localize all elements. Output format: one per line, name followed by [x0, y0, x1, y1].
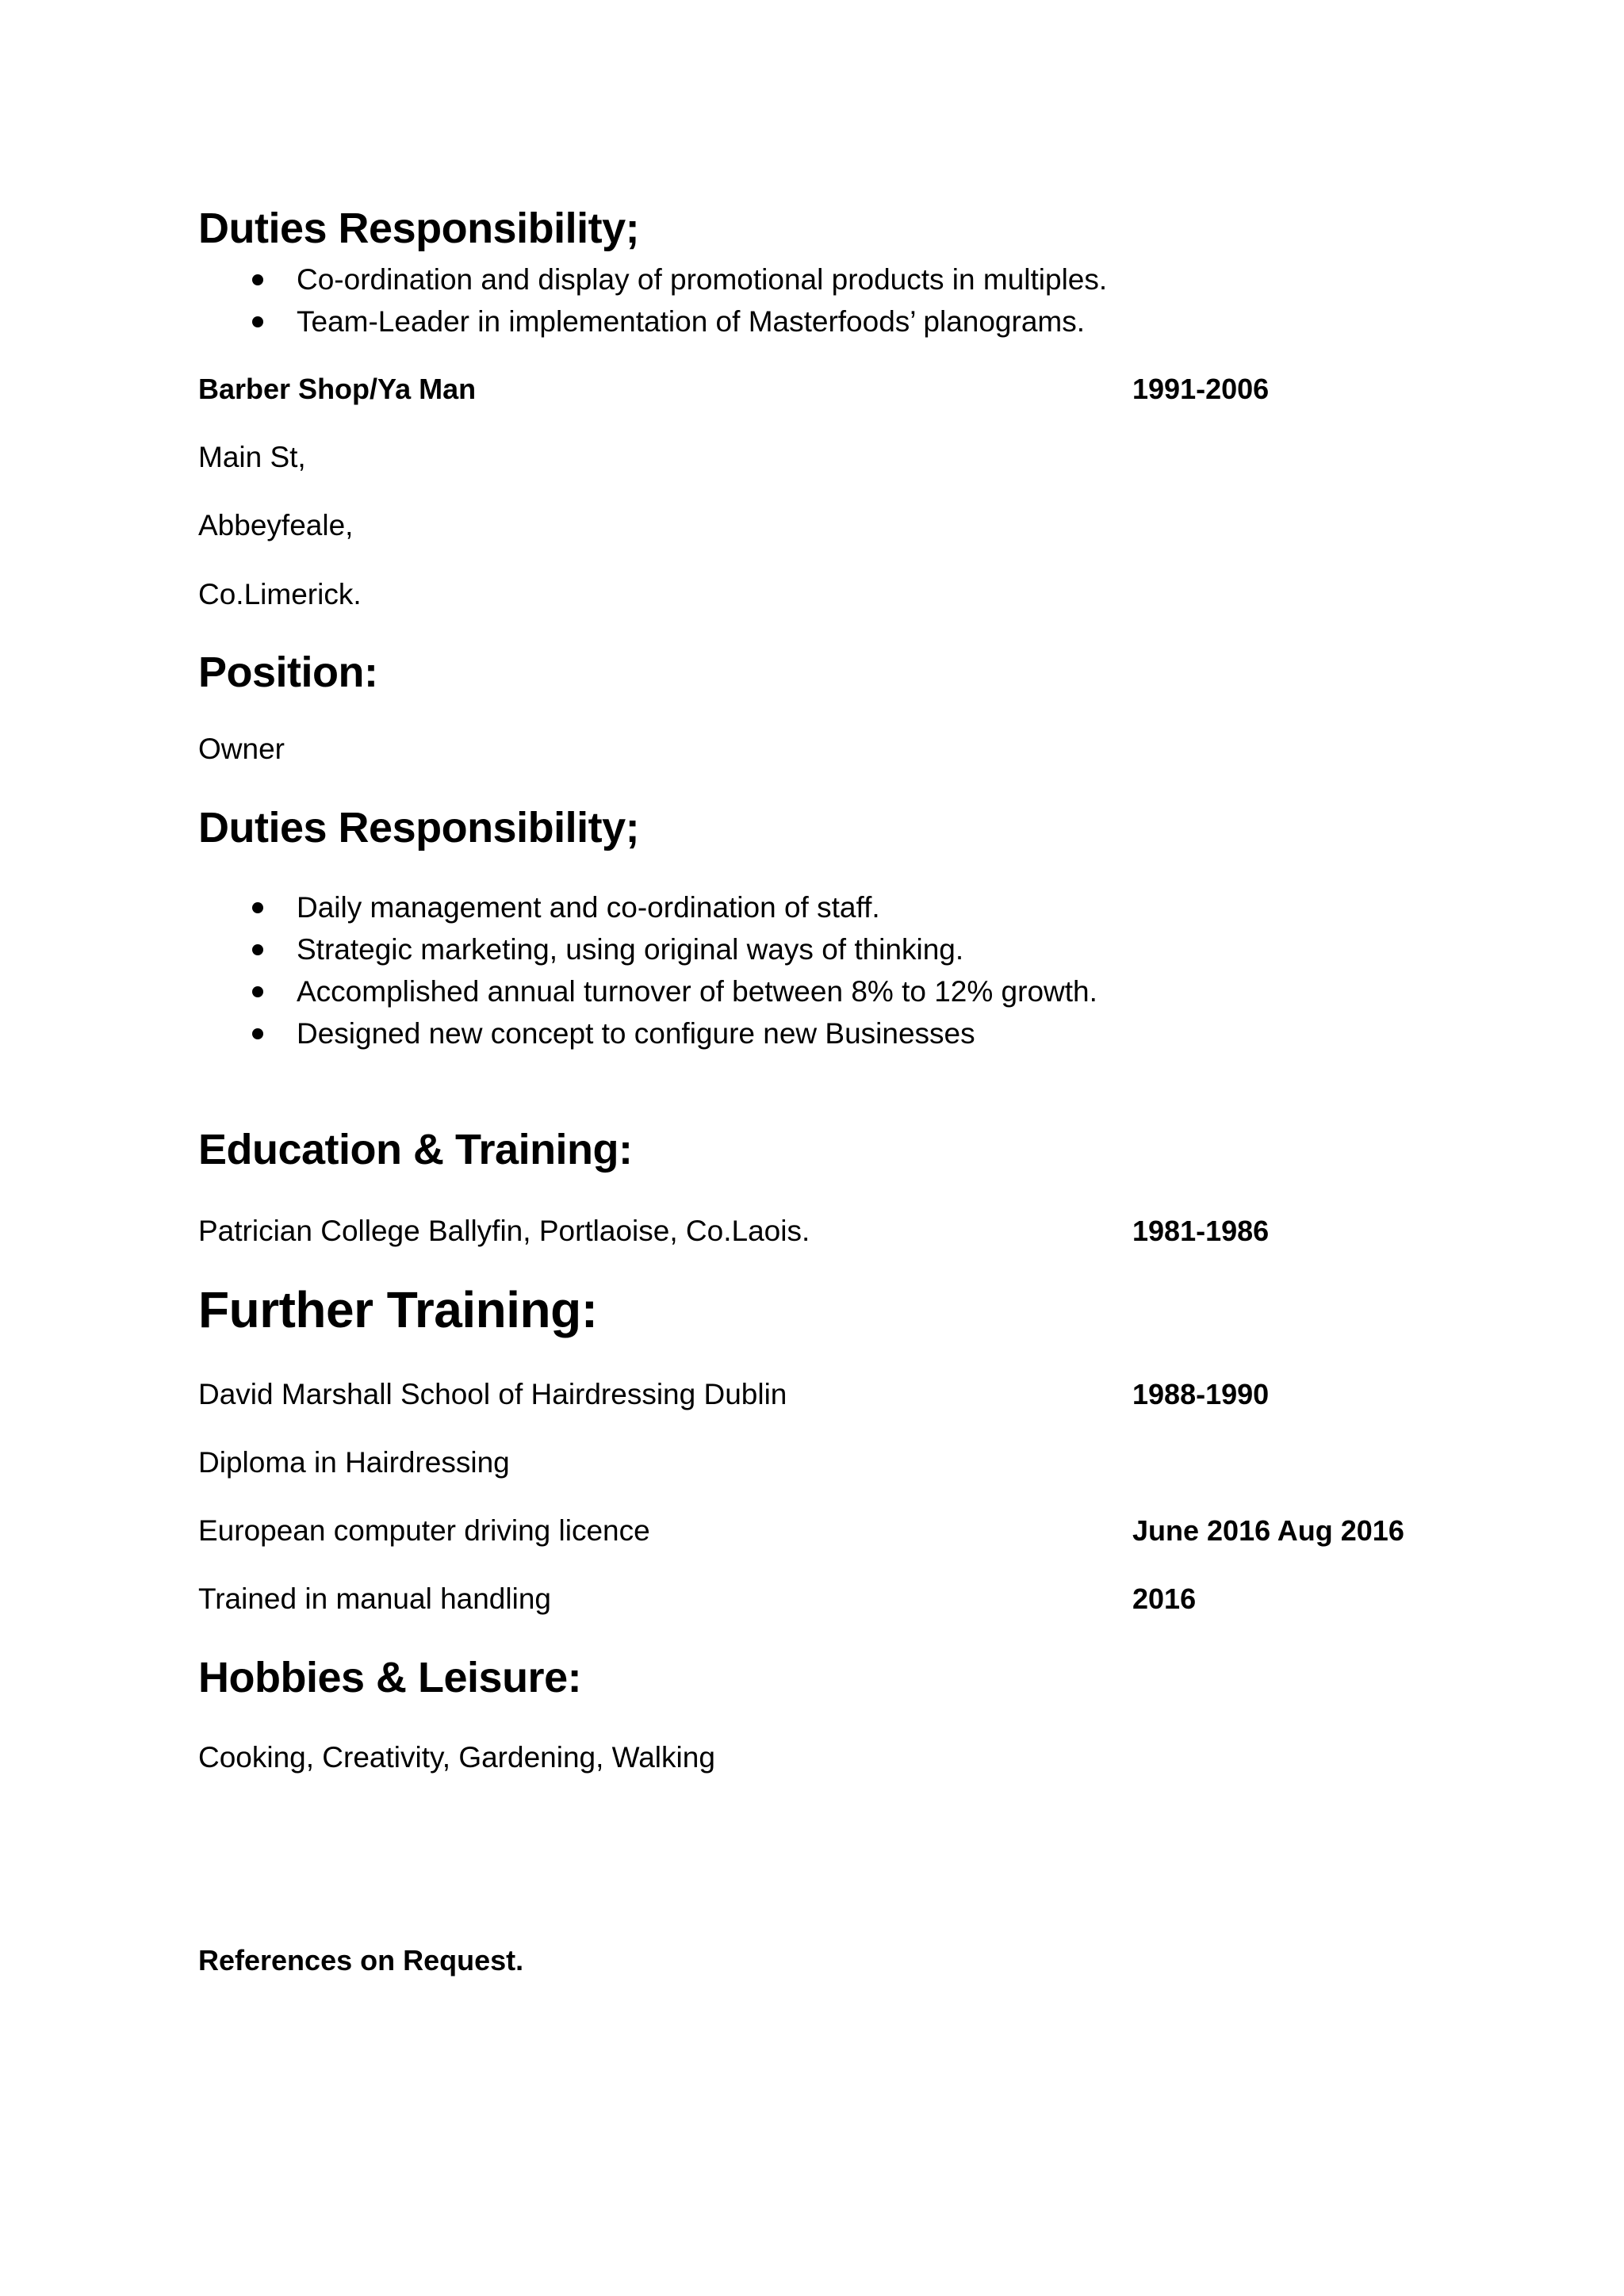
further-dates-1: 1988-1990: [1132, 1378, 1270, 1410]
list-item: Team-Leader in implementation of Masterfoods’ planograms.: [252, 304, 1107, 346]
bullet-icon: [252, 316, 263, 327]
education-dates: 1981-1986: [1132, 1215, 1270, 1247]
bullet-icon: [252, 1028, 263, 1039]
position-value: Owner: [198, 733, 285, 765]
further-training-heading: Further Training:: [198, 1281, 598, 1338]
bullet-icon: [252, 944, 263, 955]
employer-name: Barber Shop/Ya Man: [198, 373, 477, 405]
list-item: Daily management and co-ordination of staff.: [252, 890, 1097, 932]
duties-list-1: [252, 262, 1107, 346]
duties-list-2: [252, 890, 1097, 1058]
address-line-2: Abbeyfeale,: [198, 509, 354, 541]
references-note: References on Request.: [198, 1944, 524, 1976]
list-item: Accomplished annual turnover of between 8% to 12% growth.: [252, 974, 1097, 1016]
further-entry-4: Trained in manual handling: [198, 1582, 551, 1615]
education-entry: Patrician College Ballyfin, Portlaoise, Co.Laois.: [198, 1215, 810, 1247]
further-entry-2: Diploma in Hairdressing: [198, 1446, 510, 1479]
list-item: Designed new concept to configure new Businesses: [252, 1016, 1097, 1058]
address-line-3: Co.Limerick.: [198, 578, 362, 610]
further-dates-3: June 2016 Aug 2016: [1132, 1514, 1404, 1547]
bullet-icon: [252, 274, 263, 285]
further-dates-4: 2016: [1132, 1582, 1197, 1615]
employer-dates: 1991-2006: [1132, 373, 1270, 405]
hobbies-heading: Hobbies & Leisure:: [198, 1654, 582, 1701]
further-entry-1: David Marshall School of Hairdressing Dublin: [198, 1378, 787, 1410]
list-item: Strategic marketing, using original ways of thinking.: [252, 932, 1097, 974]
bullet-icon: [252, 986, 263, 997]
position-heading: Position:: [198, 649, 378, 696]
list-item: Co-ordination and display of promotional products in multiples.: [252, 262, 1107, 304]
bullet-icon: [252, 902, 263, 913]
education-heading: Education & Training:: [198, 1126, 633, 1173]
duties-heading-2: Duties Responsibility;: [198, 804, 640, 851]
hobbies-value: Cooking, Creativity, Gardening, Walking: [198, 1741, 715, 1774]
further-entry-3: European computer driving licence: [198, 1514, 650, 1547]
duties-heading-1: Duties Responsibility;: [198, 205, 640, 252]
address-line-1: Main St,: [198, 441, 306, 473]
